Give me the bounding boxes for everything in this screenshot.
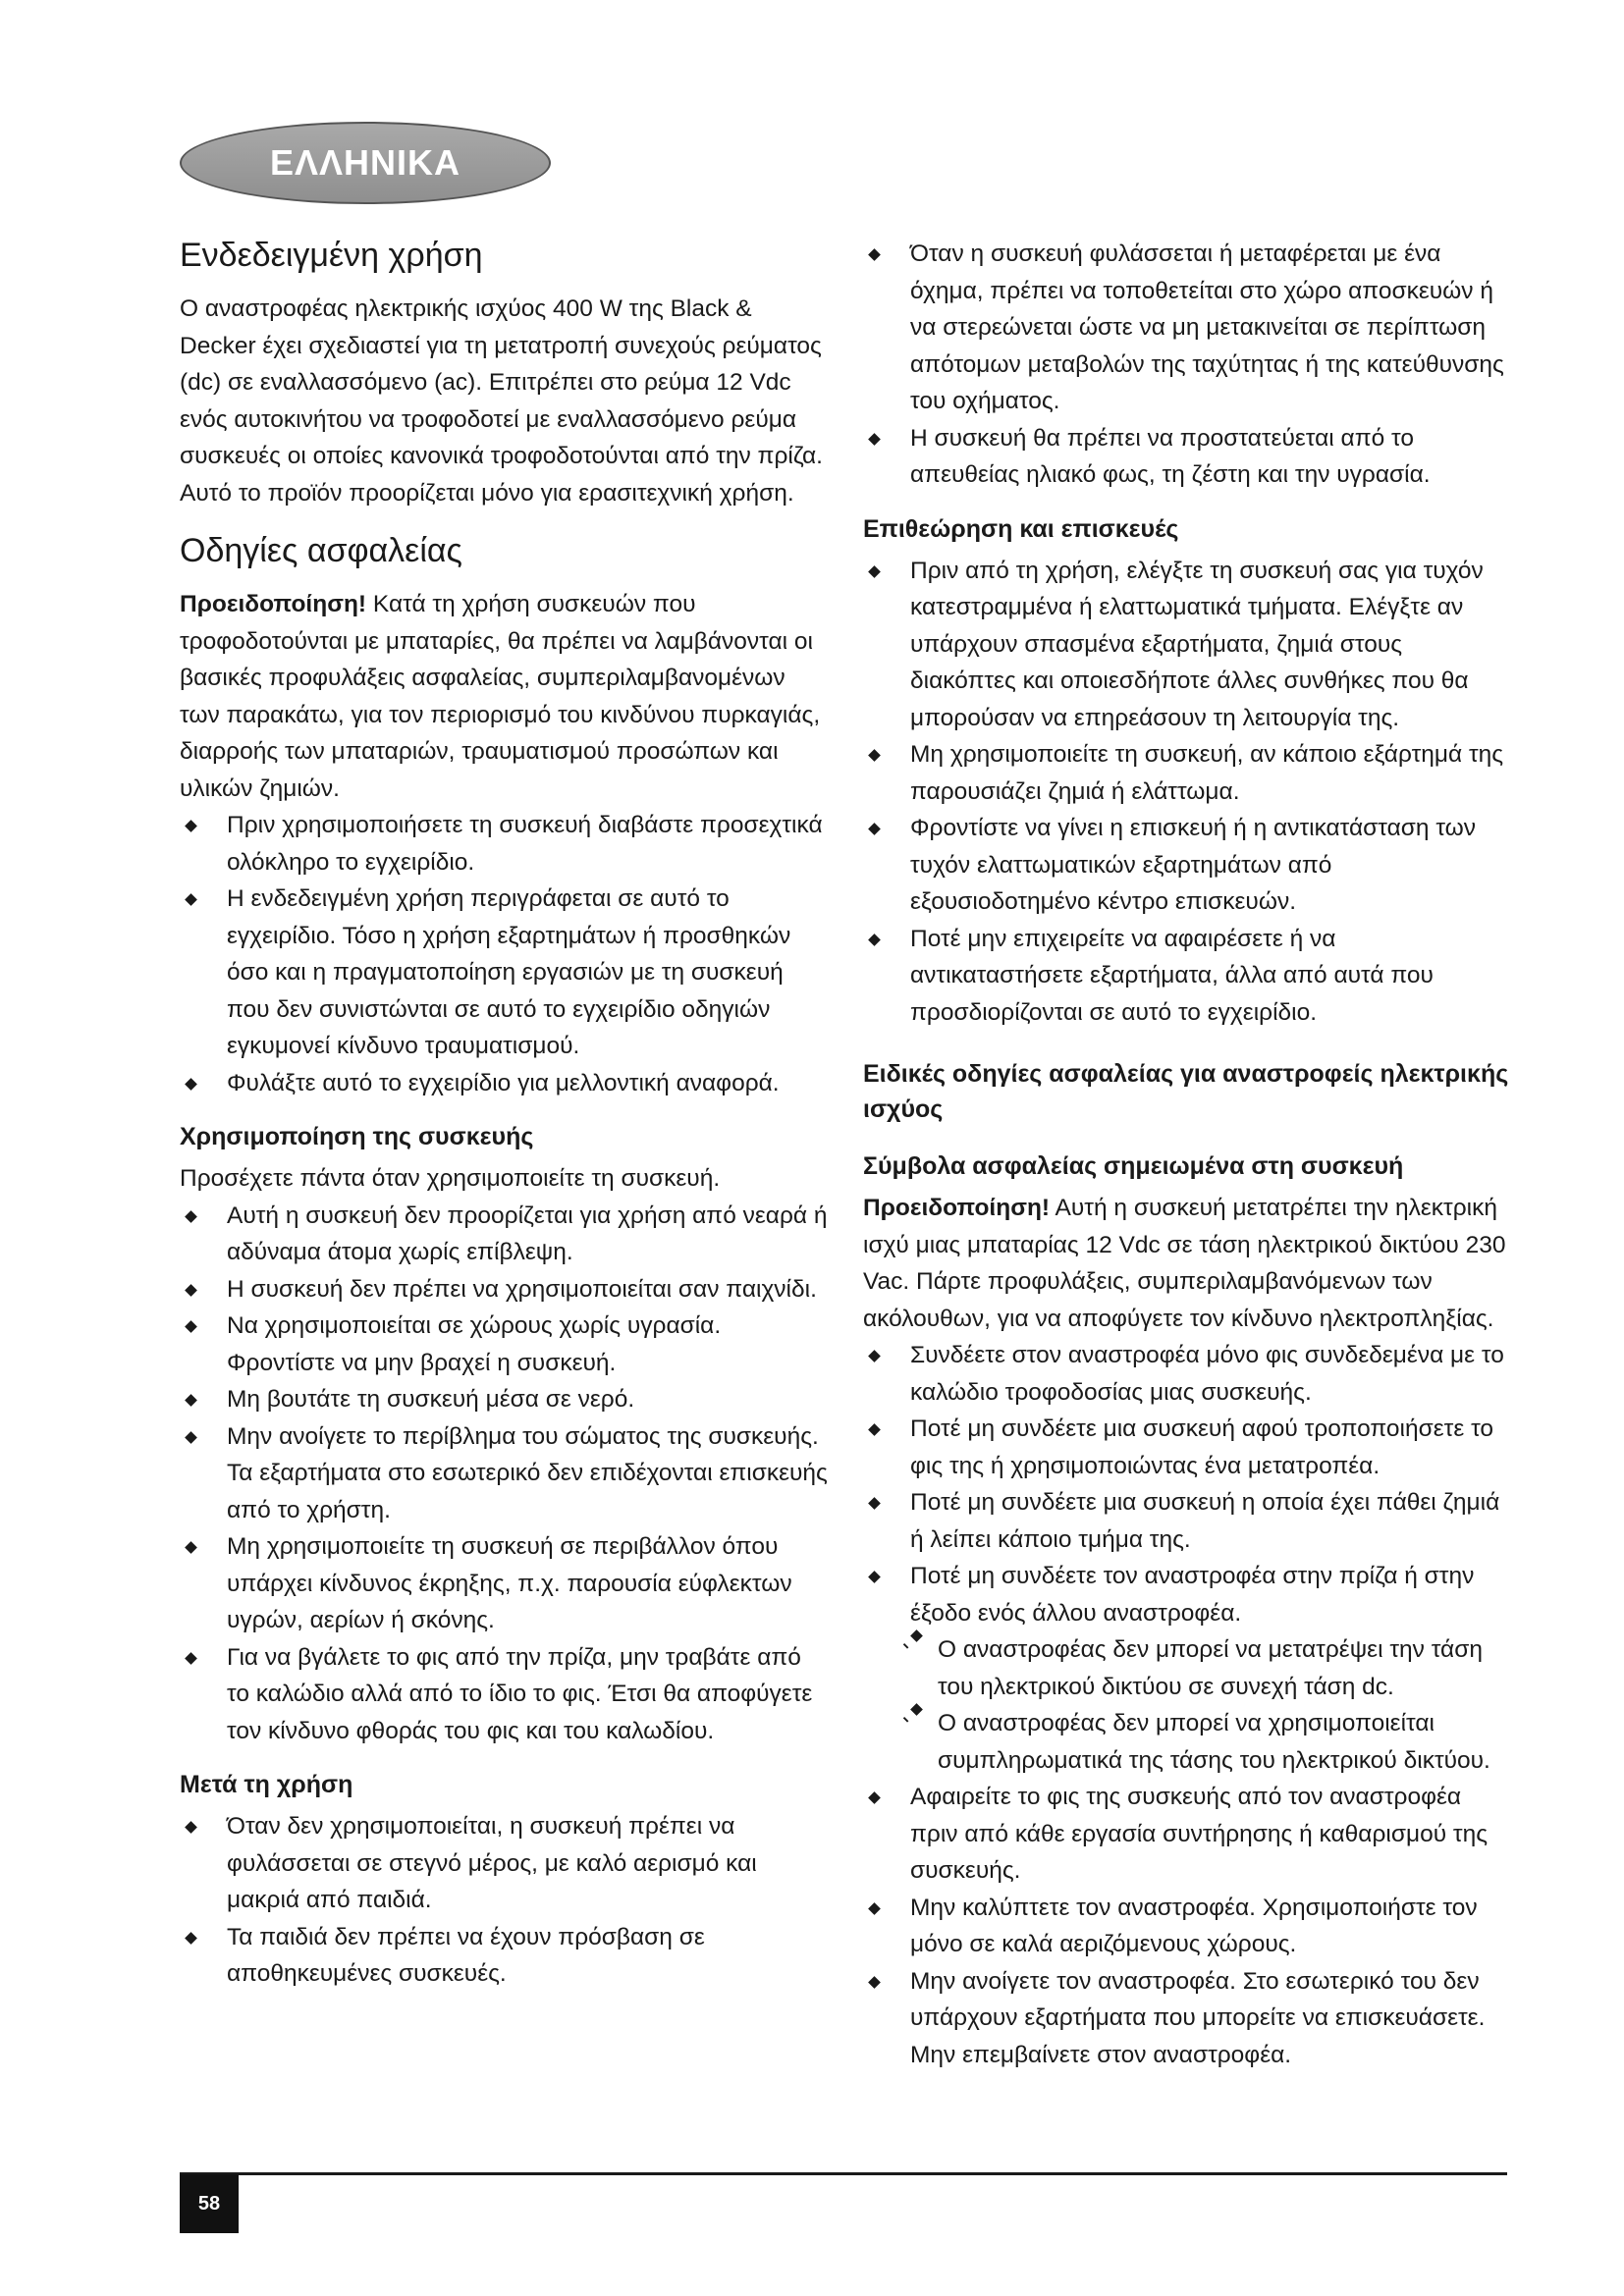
left-column: [180, 234, 828, 1993]
list-item: Αυτή η συσκευή δεν προορίζεται για χρήση από νεαρά ή αδύναμα άτομα χωρίς επίβλεψη.: [180, 1198, 828, 1271]
list-item: Ποτέ μη συνδέετε μια συσκευή αφού τροποποιήσετε το φις της ή χρησιμοποιώντας ένα μετατροπέα.: [863, 1411, 1511, 1484]
list-item: Μη χρησιμοποιείτε τη συσκευή, αν κάποιο εξάρτημά της παρουσιάζει ζημιά ή ελάττωμα.: [863, 736, 1511, 810]
inspection-heading: Επιθεώρηση και επισκευές: [863, 514, 1179, 543]
list-item: Μη χρησιμοποιείτε τη συσκευή σε περιβάλλον όπου υπάρχει κίνδυνος έκρηξης, π.χ. παρουσία εύφλεκτων υγρών, αερίων ή σκόνης.: [180, 1528, 828, 1639]
list-item: Μην καλύπτετε τον αναστροφέα. Χρησιμοποιήστε τον μόνο σε καλά αεριζόμενους χώρους.: [863, 1890, 1511, 1963]
list-item: Πριν χρησιμοποιήσετε τη συσκευή διαβάστε προσεχτικά ολόκληρο το εγχειρίδιο.: [180, 807, 828, 881]
dash-item: - Ο αναστροφέας δεν μπορεί να χρησιμοποιείται συμπληρωματικά της τάσης του ηλεκτρικού δικτύου.: [910, 1705, 1511, 1779]
dash-list: [910, 1631, 1511, 1779]
list-item: Συνδέετε στον αναστροφέα μόνο φις συνδεδεμένα με το καλώδιο τροφοδοσίας μιας συσκευής.: [863, 1337, 1511, 1411]
warning-label: Προειδοποίηση!: [180, 591, 367, 617]
list-item: Μην ανοίγετε το περίβλημα του σώματος της συσκευής. Τα εξαρτήματα στο εσωτερικό δεν επιδέχονται επισκευής από το χρήστη.: [180, 1418, 828, 1529]
use-of-appliance-intro: Προσέχετε πάντα όταν χρησιμοποιείτε τη συσκευή.: [180, 1165, 721, 1192]
after-use-heading: Μετά τη χρήση: [180, 1771, 353, 1798]
list-item: Η ενδεδειγμένη χρήση περιγράφεται σε αυτό το εγχειρίδιο. Τόσο η χρήση εξαρτημάτων ή προσθηκών όσο και η πραγματοποίηση εργασιών με τη συσκευή που δεν συνιστώνται σε αυτό το εγχειρίδιο οδηγιών εγκυμονεί κίνδυνο τραυματισμού.: [180, 881, 828, 1065]
warning-label: Προειδοποίηση!: [863, 1195, 1051, 1221]
list-item: Μην ανοίγετε τον αναστροφέα. Στο εσωτερικό του δεν υπάρχουν εξαρτήματα που μπορείτε να επισκευάσετε. Μην επεμβαίνετε στον αναστροφέα.: [863, 1963, 1511, 2074]
list-item: Να χρησιμοποιείται σε χώρους χωρίς υγρασία. Φροντίστε να μην βραχεί η συσκευή.: [180, 1308, 828, 1381]
list-item: Ποτέ μη συνδέετε μια συσκευή η οποία έχει πάθει ζημιά ή λείπει κάποιο τμήμα της.: [863, 1484, 1511, 1558]
safety-warning: [180, 586, 828, 807]
right-column: [863, 236, 1511, 2073]
list-item: [863, 1558, 1511, 1779]
list-item: Όταν η συσκευή φυλάσσεται ή μεταφέρεται με ένα όχημα, πρέπει να τοποθετείται στο χώρο αποσκευών ή να στερεώνεται ώστε να μη μετακινείται σε περίπτωση απότομων μεταβολών της ταχύτητας ή της κατεύθυνσης του οχήματος.: [863, 236, 1511, 420]
symbols-list-a: [863, 1337, 1511, 1779]
list-item: Όταν δεν χρησιμοποιείται, η συσκευή πρέπει να φυλάσσεται σε στεγνό μέρος, με καλό αερισμό και μακριά από παιδιά.: [180, 1808, 828, 1919]
list-item: Φυλάξτε αυτό το εγχειρίδιο για μελλοντική αναφορά.: [180, 1065, 828, 1102]
safety-list: [180, 807, 828, 1101]
list-item: Ποτέ μην επιχειρείτε να αφαιρέσετε ή να αντικαταστήσετε εξαρτήματα, άλλα από αυτά που προσδιορίζονται σε αυτό το εγχειρίδιο.: [863, 921, 1511, 1032]
list-item: Πριν από τη χρήση, ελέγξτε τη συσκευή σας για τυχόν κατεστραμμένα ή ελαττωματικά τμήματα. Ελέγξτε αν υπάρχουν σπασμένα εξαρτήματα, ζημιά στους διακόπτες και οποιεσδήποτε άλλες συνθήκες που θα μπορούσαν να επηρεάσουν τη λειτουργία της.: [863, 553, 1511, 737]
intended-use-text: Ο αναστροφέας ηλεκτρικής ισχύος 400 W της Black & Decker έχει σχεδιαστεί για τη μετατροπή συνεχούς ρεύματος (dc) σε εναλλασσόμενο (ac). Επιτρέπει στο ρεύμα 12 Vdc ενός αυτοκινήτου να τροφοδοτεί με εναλλασσόμενο ρεύμα συσκευές οι οποίες κανονικά τροφοδοτούνται από την πρίζα. Αυτό το προϊόν προορίζεται μόνο για ερασιτεχνική χρήση.: [180, 295, 823, 507]
list-item: Φροντίστε να γίνει η επισκευή ή η αντικατάσταση των τυχόν ελαττωματικών εξαρτημάτων από εξουσιοδοτημένο κέντρο επισκευών.: [863, 810, 1511, 921]
symbols-list-b: [863, 1779, 1511, 2073]
list-item: Αφαιρείτε το φις της συσκευής από τον αναστροφέα πριν από κάθε εργασία συντήρησης ή καθαρισμού της συσκευής.: [863, 1779, 1511, 1890]
list-item: Η συσκευή δεν πρέπει να χρησιμοποιείται σαν παιχνίδι.: [180, 1271, 828, 1308]
list-item: Η συσκευή θα πρέπει να προστατεύεται από το απευθείας ηλιακό φως, τη ζέστη και την υγρασία.: [863, 420, 1511, 494]
list-item: Τα παιδιά δεν πρέπει να έχουν πρόσβαση σε αποθηκευμένες συσκευές.: [180, 1919, 828, 1993]
list-item-text: Ποτέ μη συνδέετε τον αναστροφέα στην πρίζα ή στην έξοδο ενός άλλου αναστροφέα.: [910, 1563, 1475, 1627]
after-use-list: [180, 1808, 828, 1993]
page-number: 58: [180, 2174, 239, 2233]
warning-text: Κατά τη χρήση συσκευών που τροφοδοτούνται με μπαταρίες, θα πρέπει να λαμβάνονται οι βασικές προφυλάξεις ασφαλείας, συμπεριλαμβανομένων των παρακάτω, για τον περιορισμό του κινδύνου πυρκαγιάς, διαρροής των μπαταριών, τραυματισμού προσώπων και υλικών ζημιών.: [180, 591, 821, 802]
footer-divider: [180, 2172, 1507, 2175]
intended-use-heading: Ενδεδειγμένη χρήση: [180, 237, 483, 274]
after-use-continued-list: [863, 236, 1511, 494]
use-of-appliance-list: [180, 1198, 828, 1750]
list-item: Μη βουτάτε τη συσκευή μέσα σε νερό.: [180, 1381, 828, 1418]
dash-item: - Ο αναστροφέας δεν μπορεί να μετατρέψει την τάση του ηλεκτρικού δικτύου σε συνεχή τάση dc.: [910, 1631, 1511, 1705]
symbols-warning: [863, 1190, 1511, 1337]
warning-text: Αυτή η συσκευή μετατρέπει την ηλεκτρική ισχύ μιας μπαταρίας 12 Vdc σε τάση ηλεκτρικού δικτύου 230 Vac. Πάρτε προφυλάξεις, συμπεριλαμβανόμενων των ακόλουθων, για να αποφύγετε τον κίνδυνο ηλεκτροπληξίας.: [863, 1195, 1506, 1332]
list-item: Για να βγάλετε το φις από την πρίζα, μην τραβάτε από το καλώδιο αλλά από το ίδιο το φις. Έτσι θα αποφύγετε τον κίνδυνο φθοράς του φις και του καλωδίου.: [180, 1639, 828, 1750]
inspection-list: [863, 553, 1511, 1032]
special-instructions-heading: Ειδικές οδηγίες ασφαλείας για αναστροφείς ηλεκτρικής ισχύος: [863, 1060, 1509, 1123]
language-badge: ΕΛΛΗΝΙΚΑ: [180, 122, 551, 204]
safety-heading: Οδηγίες ασφαλείας: [180, 532, 462, 569]
use-of-appliance-heading: Χρησιμοποίηση της συσκευής: [180, 1123, 534, 1150]
safety-symbols-heading: Σύμβολα ασφαλείας σημειωμένα στη συσκευή: [863, 1152, 1404, 1180]
